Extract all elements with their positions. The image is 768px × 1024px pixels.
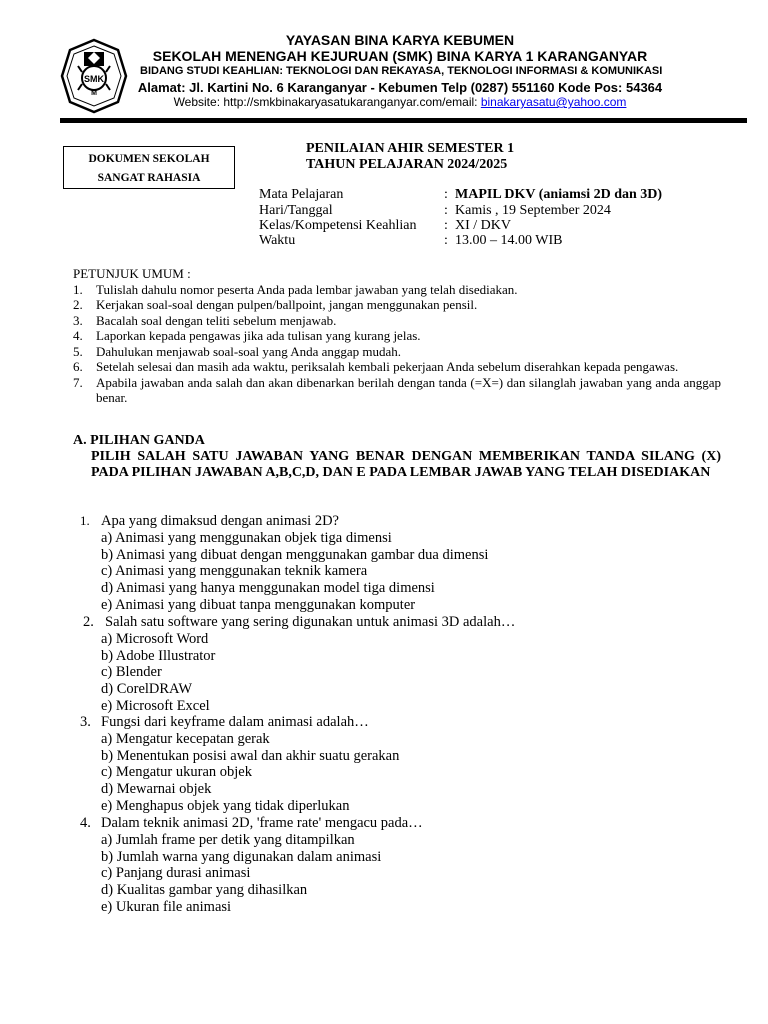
answer-option: b) Menentukan posisi awal dan akhir suatu gerakan — [101, 747, 400, 764]
info-label: Kelas/Kompetensi Keahlian — [259, 218, 417, 233]
header-divider — [60, 118, 747, 123]
question-text: Dalam teknik animasi 2D, 'frame rate' mengacu pada… — [101, 815, 423, 831]
answer-option: d) CorelDRAW — [101, 681, 193, 698]
confidential-line-1: DOKUMEN SEKOLAH — [88, 153, 210, 165]
answer-option: b) Adobe Illustrator — [101, 647, 216, 664]
section-instruction: PILIH SALAH SATU JAWABAN YANG BENAR DENGAN MEMBERIKAN TANDA SILANG (X) PADA PILIHAN JAWABAN A,B,C,D, DAN E PADA LEMBAR JAWAB YANG TELAH DISEDIAKAN — [91, 449, 721, 480]
field-of-study: BIDANG STUDI KEAHLIAN: TEKNOLOGI DAN REKAYASA, TEKNOLOGI INFORMASI & KOMUNIKASI — [140, 65, 663, 77]
question-text: Apa yang dimaksud dengan animasi 2D? — [101, 513, 339, 529]
info-value: XI / DKV — [455, 218, 511, 233]
info-label: Hari/Tanggal — [259, 203, 333, 218]
logo-subtext: M — [91, 90, 97, 97]
school-name: SEKOLAH MENENGAH KEJURUAN (SMK) BINA KARYA 1 KARANGANYAR — [152, 48, 648, 64]
answer-option: e) Animasi yang dibuat tanpa menggunakan komputer — [101, 596, 416, 613]
list-item: 7. Apabila jawaban anda salah dan akan dibenarkan berilah dengan tanda (=X=) dan silanglah jawaban yang anda anggap benar. — [73, 374, 721, 405]
email-link[interactable]: binakaryasatu@yahoo.com — [480, 95, 627, 109]
answer-option: d) Animasi yang hanya menggunakan model tiga dimensi — [101, 580, 435, 597]
website-line — [140, 95, 660, 109]
list-item: 2. Kerjakan soal-soal dengan pulpen/ballpoint, jangan menggunakan pensil. — [73, 297, 478, 312]
answer-option: a) Jumlah frame per detik yang ditampilkan — [101, 831, 355, 848]
answer-option: b) Jumlah warna yang digunakan dalam animasi — [101, 848, 382, 865]
list-item: 1. Tulislah dahulu nomor peserta Anda pada lembar jawaban yang telah disediakan. — [73, 281, 518, 297]
info-label: Mata Pelajaran — [259, 187, 344, 202]
exam-title: PENILAIAN AHIR SEMESTER 1 — [306, 141, 515, 156]
info-value: 13.00 – 14.00 WIB — [455, 233, 563, 248]
answer-option: e) Menghapus objek yang tidak diperlukan — [101, 797, 350, 814]
question-1: 1. Apa yang dimaksud dengan animasi 2D? a) Animasi yang menggunakan objek tiga dimensi b) Animasi yang dibuat dengan menggunakan gambar dua dimensi c) Animasi yang menggunakan teknik kamera d) Animasi yang hanya menggunakan model tiga dimensi e) Animasi yang dibuat tanpa menggunakan komputer — [80, 513, 489, 613]
school-logo — [60, 38, 128, 114]
answer-option: c) Mengatur ukuran objek — [101, 764, 252, 781]
question-text: Fungsi dari keyframe dalam animasi adalah… — [101, 714, 369, 730]
section-title: A. PILIHAN GANDA — [73, 433, 205, 448]
answer-option: d) Mewarnai objek — [101, 781, 212, 798]
website-text: Website: http://smkbinakaryasatukaranganyar.com/email: — [173, 95, 481, 109]
list-item: 6. Setelah selesai dan masih ada waktu, periksalah kembali pekerjaan Anda sebelum diserahkan kepada pengawas. — [73, 359, 679, 374]
answer-option: d) Kualitas gambar yang dihasilkan — [101, 882, 308, 899]
info-label: Waktu — [259, 233, 296, 248]
answer-option: b) Animasi yang dibuat dengan menggunakan gambar dua dimensi — [101, 546, 489, 563]
question-3: 3. Fungsi dari keyframe dalam animasi adalah… a) Mengatur kecepatan gerak b) Menentukan posisi awal dan akhir suatu gerakan c) Mengatur ukuran objek d) Mewarnai objek e) Menghapus objek yang tidak diperlukan — [80, 714, 400, 814]
logo-text: SMK — [84, 74, 104, 84]
list-item: 3. Bacalah soal dengan teliti sebelum menjawab. — [73, 312, 337, 328]
info-value: Kamis , 19 September 2024 — [455, 203, 611, 218]
school-address: Alamat: Jl. Kartini No. 6 Karanganyar - Kebumen Telp (0287) 551160 Kode Pos: 54364 — [137, 80, 663, 95]
confidential-line-2: SANGAT RAHASIA — [97, 172, 201, 184]
instructions-title: PETUNJUK UMUM : — [73, 266, 191, 281]
answer-option: c) Blender — [101, 664, 162, 681]
question-4: 4. Dalam teknik animasi 2D, 'frame rate' mengacu pada… a) Jumlah frame per detik yang ditampilkan b) Jumlah warna yang digunakan dalam animasi c) Panjang durasi animasi d) Kualitas gambar yang dihasilkan e) Ukuran file animasi — [80, 815, 423, 915]
info-value: MAPIL DKV (aniamsi 2D dan 3D) — [455, 187, 663, 202]
instructions-list — [73, 282, 721, 406]
answer-option: e) Microsoft Excel — [101, 697, 210, 714]
question-text: Salah satu software yang sering digunakan untuk animasi 3D adalah… — [105, 614, 516, 630]
confidential-box — [63, 146, 235, 189]
answer-option: c) Panjang durasi animasi — [101, 865, 251, 882]
question-2: 2. Salah satu software yang sering digunakan untuk animasi 3D adalah… a) Microsoft Word b) Adobe Illustrator c) Blender d) CorelDRAW e) Microsoft Excel — [80, 614, 515, 715]
list-item: 4. Laporkan kepada pengawas jika ada tulisan yang kurang jelas. — [73, 328, 421, 343]
general-instructions — [73, 266, 721, 406]
foundation-name: YAYASAN BINA KARYA KEBUMEN — [285, 32, 515, 48]
answer-option: e) Ukuran file animasi — [101, 898, 232, 915]
answer-option: a) Animasi yang menggunakan objek tiga dimensi — [101, 529, 392, 546]
list-item: 5. Dahulukan menjawab soal-soal yang Anda anggap mudah. — [73, 343, 402, 359]
section-a — [73, 433, 721, 481]
answer-option: a) Mengatur kecepatan gerak — [101, 730, 270, 747]
answer-option: c) Animasi yang menggunakan teknik kamera — [101, 563, 368, 580]
academic-year: TAHUN PELAJARAN 2024/2025 — [306, 157, 508, 172]
answer-option: a) Microsoft Word — [101, 630, 209, 647]
